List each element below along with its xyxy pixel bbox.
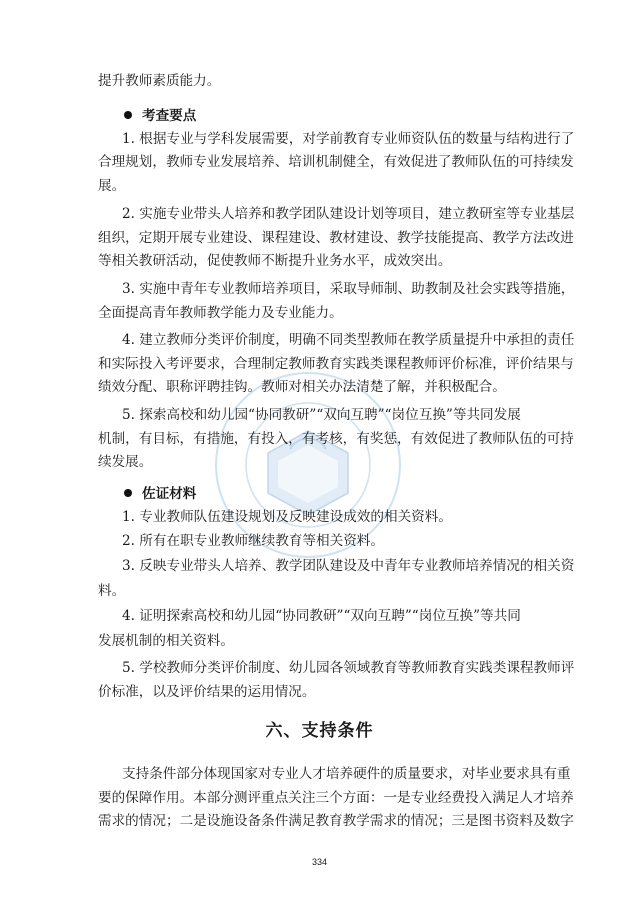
evidence-item-4-line-2: 发展机制的相关资料。 [98, 633, 234, 649]
bullet-icon [124, 489, 132, 497]
evidence-item-3-line-2: 料。 [98, 583, 126, 599]
chapter-title: 六、支持条件 [265, 721, 374, 741]
chapter-para-line-1: 支持条件部分体现国家对专业人才培养硬件的质量要求，对毕业要求具有重 [122, 766, 571, 782]
chapter-para-line-2: 要的保障作用。本部分测评重点关注三个方面：一是专业经费投入满足人才培养 [98, 790, 574, 806]
check-item-5-line-1: 5. 探索高校和幼儿园“协同教研”“双向互聘”“岗位互换”等共同发展 [122, 407, 521, 423]
evidence-item-5-line-1: 5. 学校教师分类评价制度、幼儿园各领域教育等教师教育实践类课程教师评 [122, 660, 575, 676]
check-item-2-line-1: 2. 实施专业带头人培养和教学团队建设计划等项目，建立教研室等专业基层 [122, 206, 575, 222]
check-item-4-line-1: 4. 建立教师分类评价制度，明确不同类型教师在教学质量提升中承担的责任 [122, 332, 575, 348]
evidence-item-1: 1. 专业教师队伍建设规划及反映建设成效的相关资料。 [122, 509, 452, 525]
check-item-2-line-3: 等相关教研活动，促使教师不断提升业务水平，成效突出。 [98, 253, 452, 269]
evidence-item-2: 2. 所有在职专业教师继续教育等相关资料。 [122, 533, 384, 549]
check-item-4-line-3: 绩效分配、职称评聘挂钩。教师对相关办法清楚了解，并积极配合。 [98, 379, 506, 395]
evidence-heading: 佐证材料 [124, 484, 196, 504]
evidence-item-3-line-1: 3. 反映专业带头人培养、教学团队建设及中青年专业教师培养情况的相关资 [122, 558, 575, 574]
check-item-5-line-3: 续发展。 [98, 454, 153, 470]
check-item-1-line-3: 展。 [98, 178, 126, 194]
check-item-1-line-1: 1. 根据专业与学科发展需要，对学前教育专业师资队伍的数量与结构进行了 [122, 131, 575, 147]
evidence-item-4-line-1: 4. 证明探索高校和幼儿园“协同教研”“双向互聘”“岗位互换”等共同 [122, 608, 521, 624]
evidence-item-5-line-2: 价标准，以及评价结果的运用情况。 [98, 684, 316, 700]
page-number: 334 [311, 857, 328, 867]
check-item-1-line-2: 合理规划，教师专业发展培养、培训机制健全，有效促进了教师队伍的可持续发 [98, 154, 574, 170]
intro-tail: 提升教师素质能力。 [98, 73, 221, 89]
check-item-2-line-2: 组织，定期开展专业建设、课程建设、教材建设、教学技能提高、教学方法改进 [98, 230, 574, 246]
chapter-para-line-3: 需求的情况；二是设施设备条件满足教育教学需求的情况；三是图书资料及数字 [98, 813, 574, 829]
check-item-3-line-2: 全面提高青年教师教学能力及专业能力。 [98, 305, 343, 321]
bullet-icon [124, 111, 132, 119]
check-item-5-line-2: 机制，有目标，有措施，有投入，有考核，有奖惩，有效促进了教师队伍的可持 [98, 431, 574, 447]
check-item-4-line-2: 和实际投入考评要求，合理制定教师教育实践类课程教师评价标准，评价结果与 [98, 356, 574, 372]
check-item-3-line-1: 3. 实施中青年专业教师培养项目，采取导师制、助教制及社会实践等措施， [122, 281, 575, 297]
check-heading: 考查要点 [124, 106, 196, 126]
